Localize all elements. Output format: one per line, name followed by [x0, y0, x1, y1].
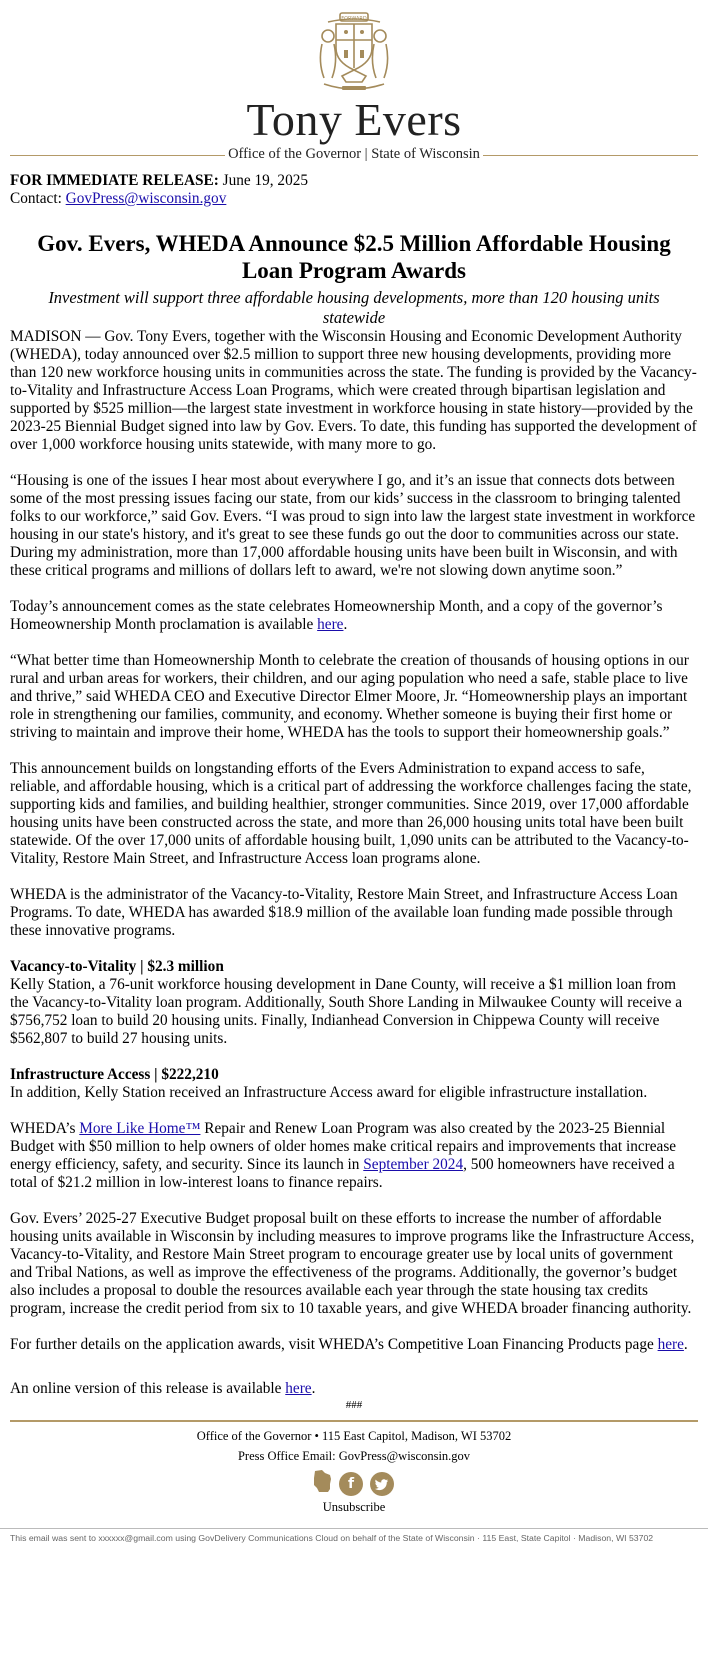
paragraph-intro: MADISON — Gov. Tony Evers, together with the Wisconsin Housing and Economic Development Authority (WHEDA), today announced over $2.5 million to support three new housing developments, providing more than 120 new workforce housing units in communities across the state. The funding is provided by the Vacancy-to-Vitality and Infrastructure Access Loan Programs, which were created through bipartisan legislation and supported by $525 million—the largest state investment in workforce housing in state history—provided by the 2023-25 Biennial Budget signed into law by Gov. Evers. To date, this funding has supported the development of over 1,000 workforce housing units statewide, with many more to go.	[10, 328, 697, 453]
release-date-line	[10, 172, 698, 190]
contact-label: Contact:	[10, 190, 66, 207]
headline: Gov. Evers, WHEDA Announce $2.5 Million Affordable Housing Loan Program Awards	[37, 231, 671, 283]
paragraph-further-details	[10, 1336, 698, 1354]
release-label: FOR IMMEDIATE RELEASE:	[10, 172, 219, 189]
section-body-infrastructure: In addition, Kelly Station received an Infrastructure Access award for eligible infrastructure installation.	[10, 1084, 648, 1101]
paragraph-administration-efforts: This announcement builds on longstanding efforts of the Evers Administration to expand access to safe, reliable, and affordable housing, which is a critical part of addressing the workforce challenges facing the state, supporting kids and families, and building healthier, stronger communities. Since 2019, over 17,000 affordable housing units have been constructed across the state, and more than 26,000 housing units total have been built statewide. Of the over 17,000 units of affordable housing built, 1,090 units can be attributed to the Vacancy-to-Vitality, Restore Main Street, and Infrastructure Access loan programs alone.	[10, 760, 692, 867]
text-span: Today’s announcement comes as the state celebrates Homeownership Month, and a copy of the governor’s Homeownership Month proclamation is available	[10, 598, 663, 633]
paragraph-budget-proposal: Gov. Evers’ 2025-27 Executive Budget proposal built on these efforts to increase the number of affordable housing units available in Wisconsin by including measures to improve programs like the Infrastructure Access, Vacancy-to-Vitality, and Restore Main Street program to encourage greater use by local units of government and Tribal Nations, as well as improve the effectiveness of the programs. Additionally, the governor’s budget also includes a proposal to double the resources available each year through the state housing tax credits program, increase the credit period from six to 10 taxable years, and give WHEDA broader financing authority.	[10, 1210, 695, 1317]
september-2024-link[interactable]: September 2024	[363, 1156, 464, 1173]
footer	[0, 1422, 708, 1516]
release-date: June 19, 2025	[218, 172, 309, 189]
text-span: For further details on the application awards, visit WHEDA’s Competitive Loan Financing Products page	[10, 1336, 658, 1353]
text-span: .	[343, 616, 348, 633]
more-like-home-link[interactable]: More Like Home™	[79, 1120, 201, 1137]
seal-motto: FORWARD	[341, 16, 367, 22]
office-line: Office of the Governor | State of Wisconsin	[228, 146, 480, 162]
office-line-row	[10, 144, 698, 166]
release-body	[0, 172, 708, 1414]
unsubscribe-link[interactable]: Unsubscribe	[322, 1500, 386, 1514]
text-span: , 500 homeowners have received a total of $21.2 million in low-interest loans to finance repairs.	[10, 1156, 675, 1191]
section-infrastructure-access	[10, 1066, 698, 1102]
social-links	[0, 1469, 708, 1497]
subheadline: Investment will support three affordable housing developments, more than 120 housing units statewide	[48, 288, 660, 327]
text-span: An online version of this release is available	[10, 1380, 286, 1397]
loan-products-link[interactable]: here	[657, 1336, 684, 1353]
contact-line	[10, 190, 698, 208]
end-mark: ###	[345, 1399, 363, 1411]
text-span: .	[311, 1380, 316, 1397]
paragraph-governor-quote: “Housing is one of the issues I hear most about everywhere I go, and it’s an issue that connects dots between some of the most pressing issues facing our state, from our kids’ success in the classroom to bringing talented folks to our workforce,” said Gov. Evers. “I was proud to sign into law the largest state investment in workforce housing in our state's history, and it's great to see these funds go out the door to communities across our state. During my administration, more than 17,000 affordable housing units have been built in Wisconsin, and with these critical programs and millions of dollars left to award, we're not slowing down anytime soon.”	[10, 472, 696, 579]
section-title-infrastructure: Infrastructure Access | $222,210	[10, 1066, 219, 1083]
paragraph-wheda-quote: “What better time than Homeownership Month to celebrate the creation of thousands of housing options in our rural and urban areas for workers, their children, and our aging population who need a safe, stable place to live and thrive,” said WHEDA CEO and Executive Director Elmer Moore, Jr. “Homeownership plays an important role in strengthening our families, community, and economy. Whether someone is buying their first home or striving to maintain and improve their home, WHEDA has the tools to support their homeownership goals.”	[10, 652, 689, 741]
governor-name: Tony Evers	[246, 94, 462, 145]
release-meta	[10, 172, 698, 208]
delivery-disclaimer: This email was sent to xxxxxx@gmail.com using GovDelivery Communications Cloud on behalf of the State of Wisconsin · 115 East, State Capitol · Madison, WI 53702	[10, 1533, 654, 1543]
text-span: .	[683, 1336, 688, 1353]
letterhead	[0, 0, 708, 166]
paragraph-more-like-home	[10, 1120, 698, 1192]
facebook-icon[interactable]: f	[339, 1472, 363, 1496]
state-seal-icon	[306, 10, 402, 94]
footer-email: Press Office Email: GovPress@wisconsin.gov	[237, 1449, 471, 1463]
section-body-vacancy: Kelly Station, a 76-unit workforce housing development in Dane County, will receive a $1 million loan from the Vacancy-to-Vitality loan program. Additionally, South Shore Landing in Milwaukee County will receive a $756,752 loan to build 20 housing units. Finally, Indianhead Conversion in Chippewa County will receive $562,807 to build 27 housing units.	[10, 976, 682, 1047]
footer-address: Office of the Governor • 115 East Capitol, Madison, WI 53702	[196, 1429, 512, 1443]
paragraph-homeownership-month	[10, 598, 698, 634]
proclamation-link[interactable]: here	[317, 616, 344, 633]
text-span: Repair and Renew Loan Program was also created by the 2023-25 Biennial Budget with $50 million to help owners of older homes make critical repairs and improvements that increase energy efficiency, safety, and security. Since its launch in	[10, 1120, 677, 1173]
online-version-link[interactable]: here	[285, 1380, 312, 1397]
section-vacancy-to-vitality	[10, 958, 698, 1048]
contact-email-link[interactable]: GovPress@wisconsin.gov	[65, 190, 227, 207]
paragraph-wheda-admin: WHEDA is the administrator of the Vacancy-to-Vitality, Restore Main Street, and Infrastructure Access Loan Programs. To date, WHEDA has awarded $18.9 million of the available loan funding made possible through these innovative programs.	[10, 886, 678, 939]
wisconsin-icon[interactable]	[312, 1469, 334, 1498]
section-title-vacancy: Vacancy-to-Vitality | $2.3 million	[10, 958, 224, 975]
twitter-icon[interactable]	[370, 1472, 394, 1496]
text-span: WHEDA’s	[10, 1120, 80, 1137]
divider-right	[483, 155, 698, 156]
